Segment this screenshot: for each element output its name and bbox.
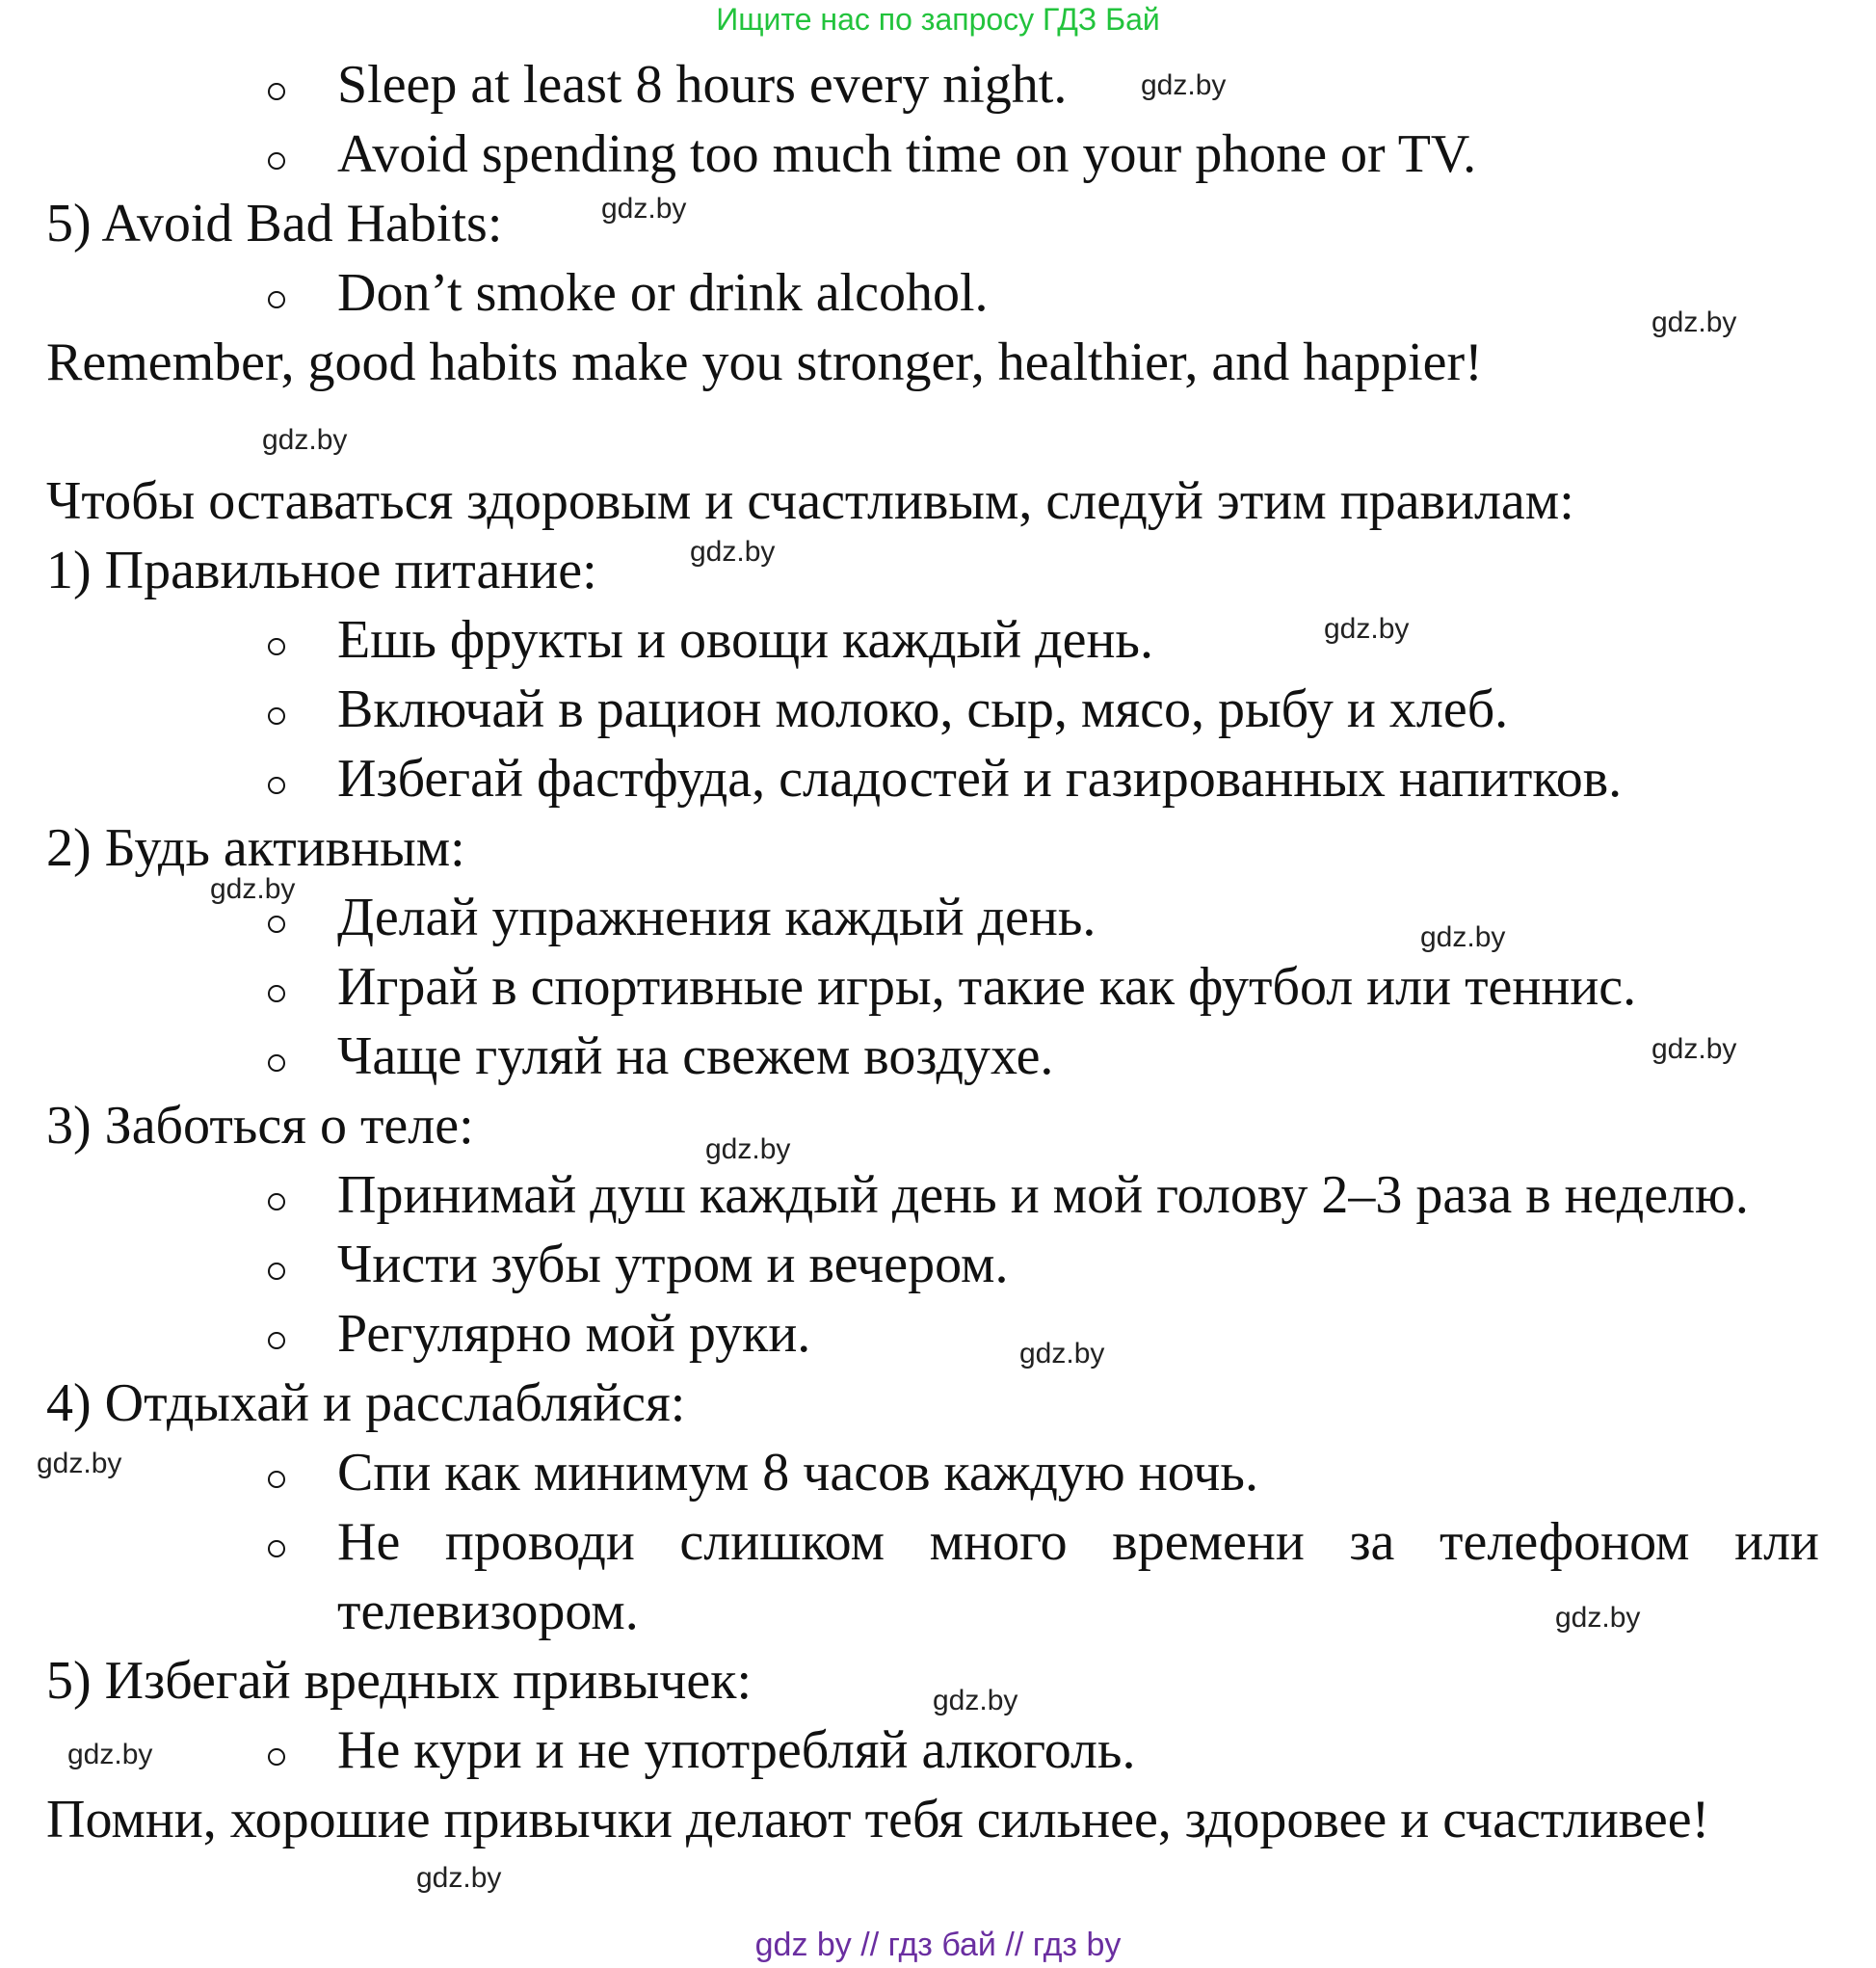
list-item: Делай упражнения каждый день. [337,888,1097,947]
closing-text: Помни, хорошие привычки делают тебя сильнее, здоровее и счастливее! [46,1790,1710,1849]
word: за [1349,1512,1395,1572]
bullet-icon [268,1748,285,1766]
bullet-icon [268,1054,285,1072]
word: слишком [679,1512,885,1572]
watermark: gdz.by [262,424,348,456]
watermark: gdz.by [1141,69,1227,101]
watermark: gdz.by [1555,1602,1641,1634]
list-item: Avoid spending too much time on your phone or TV. [337,124,1477,184]
bullet-icon [268,1193,285,1210]
closing-text: Remember, good habits make you stronger, healthier, and happier! [46,332,1483,392]
bullet-icon [268,916,285,933]
watermark: gdz.by [37,1448,122,1479]
word: много [929,1512,1068,1572]
watermark: gdz.by [690,536,776,568]
list-item: Избегай фастфуда, сладостей и газированных напитков. [337,749,1623,809]
list-item: Don’t smoke or drink alcohol. [337,263,989,323]
section-title: 1) Правильное питание: [46,541,597,600]
word: времени [1112,1512,1305,1572]
list-item: Принимай душ каждый день и мой голову 2–3 раза в неделю. [337,1165,1749,1225]
watermark: gdz.by [1019,1338,1105,1370]
list-item: Включай в рацион молоко, сыр, мясо, рыбу и хлеб. [337,679,1509,739]
word: проводи [444,1512,635,1572]
list-item: Чаще гуляй на свежем воздухе. [337,1026,1054,1086]
watermark: gdz.by [67,1739,153,1770]
section-title: 3) Заботься о теле: [46,1096,474,1156]
top-banner: Ищите нас по запросу ГДЗ Бай [716,2,1160,37]
section-title: 2) Будь активным: [46,818,465,878]
word: Не [337,1512,401,1572]
bullet-icon [268,1263,285,1280]
bottom-banner: gdz by // гдз бай // гдз by [754,1927,1122,1963]
bullet-icon [268,152,285,170]
list-item: Не кури и не употребляй алкоголь. [337,1720,1136,1780]
watermark: gdz.by [705,1133,791,1165]
section-title: 5) Избегай вредных привычек: [46,1651,753,1711]
word: или [1734,1512,1819,1572]
bullet-icon [268,707,285,725]
list-item: Регулярно мой руки. [337,1304,811,1364]
list-item: Спи как минимум 8 часов каждую ночь. [337,1443,1258,1503]
bullet-icon [268,1332,285,1349]
watermark: gdz.by [1420,921,1506,953]
watermark: gdz.by [933,1685,1018,1716]
bullet-icon [268,291,285,308]
watermark: gdz.by [416,1862,502,1894]
watermark: gdz.by [601,193,687,225]
watermark: gdz.by [210,873,296,905]
intro-text: Чтобы оставаться здоровым и счастливым, следуй этим правилам: [46,471,1574,531]
list-item: Чисти зубы утром и вечером. [337,1235,1009,1294]
word: телефоном [1440,1512,1690,1572]
bullet-icon [268,1471,285,1488]
bullet-icon [268,777,285,794]
bullet-icon [268,985,285,1002]
watermark: gdz.by [1651,1033,1737,1065]
watermark: gdz.by [1651,306,1737,338]
list-item: Sleep at least 8 hours every night. [337,55,1068,115]
bullet-icon [268,1540,285,1557]
watermark: gdz.by [1324,613,1410,645]
list-item: Ешь фрукты и овощи каждый день. [337,610,1153,670]
bullet-icon [268,638,285,655]
bullet-icon [268,83,285,100]
list-item-continuation: телевизором. [337,1582,639,1641]
section-title: 4) Отдыхай и расслабляйся: [46,1373,686,1433]
list-item-wrapped [337,1511,1819,1573]
list-item: Играй в спортивные игры, такие как футбол или теннис. [337,957,1637,1017]
section-title: 5) Avoid Bad Habits: [46,194,503,253]
